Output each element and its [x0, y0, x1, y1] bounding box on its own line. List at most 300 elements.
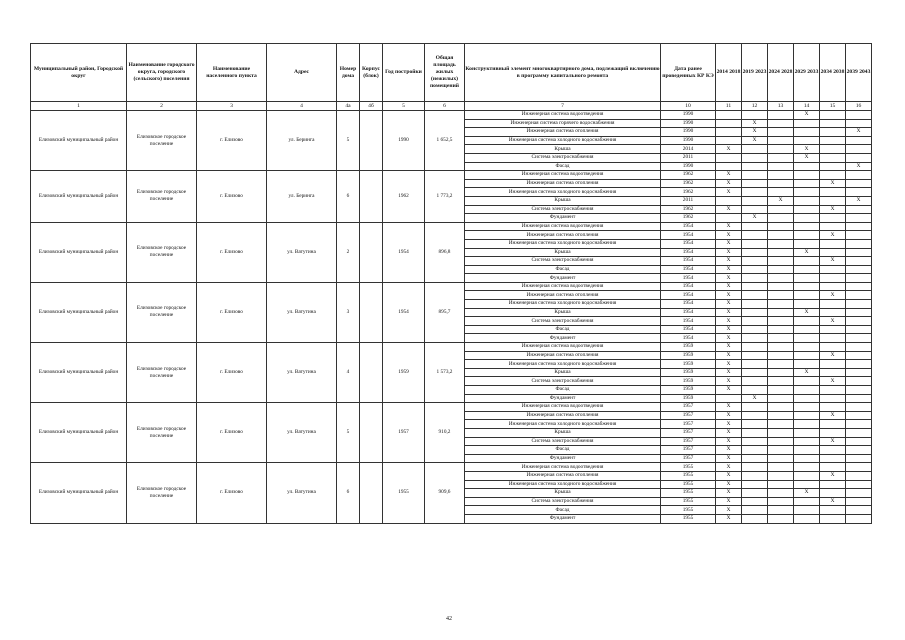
period-mark-cell	[768, 248, 794, 257]
street-cell: ул. Ватутина	[267, 282, 337, 342]
period-mark-cell	[820, 222, 846, 231]
element-name-cell: Система электроснабжения	[465, 497, 661, 506]
period-mark-cell	[768, 514, 794, 523]
period-mark-cell	[768, 145, 794, 154]
element-name-cell: Крыша	[465, 308, 661, 317]
period-mark-cell	[742, 231, 768, 240]
prior-repair-date-cell: 1959	[661, 377, 716, 386]
period-mark-cell	[794, 274, 820, 283]
column-number: 6	[425, 102, 465, 111]
period-mark-cell: X	[768, 196, 794, 205]
period-mark-cell	[820, 162, 846, 171]
period-mark-cell: X	[716, 248, 742, 257]
table-row	[31, 343, 872, 352]
header-period-2014: 2014 2018	[716, 44, 742, 102]
area-cell: 909,6	[425, 463, 465, 523]
element-name-cell: Фундамент	[465, 514, 661, 523]
period-mark-cell: X	[716, 446, 742, 455]
element-name-cell: Фасад	[465, 506, 661, 515]
period-mark-cell	[846, 454, 872, 463]
element-name-cell: Фасад	[465, 162, 661, 171]
period-mark-cell	[768, 128, 794, 137]
prior-repair-date-cell: 1957	[661, 420, 716, 429]
element-name-cell: Крыша	[465, 428, 661, 437]
period-mark-cell: X	[742, 128, 768, 137]
header-period-2039: 2039 2043	[846, 44, 872, 102]
period-mark-cell	[794, 428, 820, 437]
period-mark-cell	[768, 454, 794, 463]
period-mark-cell	[846, 428, 872, 437]
element-name-cell: Фундамент	[465, 274, 661, 283]
period-mark-cell	[794, 179, 820, 188]
period-mark-cell	[794, 239, 820, 248]
period-mark-cell	[716, 196, 742, 205]
header-district: Муниципальный район, Городской округ	[31, 44, 127, 102]
period-mark-cell	[768, 257, 794, 266]
period-mark-cell	[820, 171, 846, 180]
period-mark-cell	[742, 437, 768, 446]
period-mark-cell	[794, 214, 820, 223]
period-mark-cell: X	[742, 119, 768, 128]
period-mark-cell	[742, 188, 768, 197]
prior-repair-date-cell: 1954	[661, 308, 716, 317]
period-mark-cell: X	[716, 463, 742, 472]
period-mark-cell	[820, 463, 846, 472]
period-mark-cell: X	[846, 162, 872, 171]
period-mark-cell	[794, 506, 820, 515]
period-mark-cell	[768, 446, 794, 455]
period-mark-cell	[768, 351, 794, 360]
element-name-cell: Инженерная система отопления	[465, 471, 661, 480]
period-mark-cell	[742, 291, 768, 300]
period-mark-cell	[794, 343, 820, 352]
prior-repair-date-cell: 1955	[661, 514, 716, 523]
page-number: 42	[446, 616, 452, 622]
period-mark-cell	[820, 145, 846, 154]
period-mark-cell: X	[716, 317, 742, 326]
period-mark-cell	[742, 162, 768, 171]
period-mark-cell	[846, 334, 872, 343]
period-mark-cell	[742, 265, 768, 274]
period-mark-cell	[846, 420, 872, 429]
period-mark-cell: X	[716, 334, 742, 343]
period-mark-cell	[820, 119, 846, 128]
period-mark-cell	[846, 257, 872, 266]
period-mark-cell: X	[716, 179, 742, 188]
prior-repair-date-cell: 1955	[661, 489, 716, 498]
period-mark-cell	[820, 153, 846, 162]
period-mark-cell: X	[794, 153, 820, 162]
area-cell: 896,8	[425, 222, 465, 282]
locality-cell: г. Елизово	[197, 343, 267, 403]
period-mark-cell: X	[716, 403, 742, 412]
prior-repair-date-cell: 1959	[661, 360, 716, 369]
locality-cell: г. Елизово	[197, 403, 267, 463]
prior-repair-date-cell: 1959	[661, 394, 716, 403]
period-mark-cell: X	[716, 368, 742, 377]
period-mark-cell	[768, 300, 794, 309]
period-mark-cell	[768, 231, 794, 240]
period-mark-cell: X	[716, 377, 742, 386]
period-mark-cell	[768, 308, 794, 317]
prior-repair-date-cell: 1955	[661, 497, 716, 506]
period-mark-cell	[768, 411, 794, 420]
element-name-cell: Фасад	[465, 265, 661, 274]
header-settlement: Наименование городского округа, городского (сельского) поселения	[127, 44, 197, 102]
period-mark-cell: X	[716, 497, 742, 506]
period-mark-cell	[768, 179, 794, 188]
period-mark-cell	[846, 489, 872, 498]
district-cell: Елизовский муниципальный район	[31, 343, 127, 403]
period-mark-cell: X	[716, 360, 742, 369]
period-mark-cell	[794, 377, 820, 386]
period-mark-cell	[794, 325, 820, 334]
period-mark-cell	[820, 282, 846, 291]
period-mark-cell	[768, 420, 794, 429]
prior-repair-date-cell: 1962	[661, 179, 716, 188]
period-mark-cell	[846, 317, 872, 326]
block-cell	[360, 343, 383, 403]
period-mark-cell	[846, 111, 872, 120]
period-mark-cell	[820, 308, 846, 317]
period-mark-cell	[794, 463, 820, 472]
period-mark-cell: X	[716, 231, 742, 240]
period-mark-cell	[846, 153, 872, 162]
period-mark-cell: X	[716, 145, 742, 154]
period-mark-cell: X	[716, 205, 742, 214]
settlement-cell: Елизовское городское поселение	[127, 343, 197, 403]
period-mark-cell	[820, 343, 846, 352]
period-mark-cell	[716, 119, 742, 128]
period-mark-cell: X	[716, 257, 742, 266]
period-mark-cell: X	[716, 506, 742, 515]
period-mark-cell	[742, 343, 768, 352]
period-mark-cell	[742, 334, 768, 343]
period-mark-cell: X	[742, 214, 768, 223]
period-mark-cell	[768, 119, 794, 128]
block-cell	[360, 463, 383, 523]
period-mark-cell	[768, 265, 794, 274]
period-mark-cell	[846, 437, 872, 446]
period-mark-cell	[820, 248, 846, 257]
period-mark-cell	[768, 360, 794, 369]
element-name-cell: Инженерная система водоотведения	[465, 343, 661, 352]
period-mark-cell	[768, 394, 794, 403]
element-name-cell: Инженерная система горячего водоснабжения	[465, 119, 661, 128]
element-name-cell: Крыша	[465, 145, 661, 154]
period-mark-cell	[846, 377, 872, 386]
prior-repair-date-cell: 1990	[661, 162, 716, 171]
period-mark-cell	[716, 128, 742, 137]
prior-repair-date-cell: 1954	[661, 239, 716, 248]
period-mark-cell	[820, 514, 846, 523]
period-mark-cell	[742, 205, 768, 214]
period-mark-cell	[846, 222, 872, 231]
house-number-cell: 6	[337, 171, 360, 223]
header-build-year: Год постройки	[383, 44, 425, 102]
period-mark-cell	[742, 514, 768, 523]
prior-repair-date-cell: 1962	[661, 188, 716, 197]
element-name-cell: Инженерная система отопления	[465, 411, 661, 420]
period-mark-cell: X	[716, 514, 742, 523]
prior-repair-date-cell: 1954	[661, 222, 716, 231]
period-mark-cell: X	[716, 291, 742, 300]
district-cell: Елизовский муниципальный район	[31, 171, 127, 223]
period-mark-cell	[794, 188, 820, 197]
element-name-cell: Крыша	[465, 489, 661, 498]
period-mark-cell	[846, 171, 872, 180]
period-mark-cell: X	[716, 411, 742, 420]
column-number: 4б	[360, 102, 383, 111]
house-number-cell: 5	[337, 111, 360, 171]
period-mark-cell	[768, 222, 794, 231]
period-mark-cell	[742, 171, 768, 180]
column-number: 4	[267, 102, 337, 111]
prior-repair-date-cell: 2014	[661, 145, 716, 154]
period-mark-cell: X	[820, 377, 846, 386]
prior-repair-date-cell: 1957	[661, 454, 716, 463]
period-mark-cell	[794, 257, 820, 266]
column-number: 12	[742, 102, 768, 111]
locality-cell: г. Елизово	[197, 111, 267, 171]
period-mark-cell	[846, 386, 872, 395]
period-mark-cell: X	[794, 368, 820, 377]
period-mark-cell	[794, 420, 820, 429]
prior-repair-date-cell: 2011	[661, 153, 716, 162]
period-mark-cell	[820, 506, 846, 515]
period-mark-cell	[820, 420, 846, 429]
element-name-cell: Инженерная система холодного водоснабжения	[465, 239, 661, 248]
build-year-cell: 1990	[383, 111, 425, 171]
period-mark-cell	[742, 420, 768, 429]
element-name-cell: Фасад	[465, 446, 661, 455]
prior-repair-date-cell: 1990	[661, 136, 716, 145]
prior-repair-date-cell: 2011	[661, 196, 716, 205]
period-mark-cell	[794, 446, 820, 455]
period-mark-cell: X	[716, 188, 742, 197]
period-mark-cell: X	[716, 489, 742, 498]
period-mark-cell: X	[794, 489, 820, 498]
period-mark-cell	[742, 282, 768, 291]
period-mark-cell	[768, 291, 794, 300]
period-mark-cell	[742, 360, 768, 369]
district-cell: Елизовский муниципальный район	[31, 463, 127, 523]
prior-repair-date-cell: 1962	[661, 171, 716, 180]
element-name-cell: Инженерная система холодного водоснабжения	[465, 420, 661, 429]
prior-repair-date-cell: 1959	[661, 351, 716, 360]
period-mark-cell	[846, 514, 872, 523]
build-year-cell: 1954	[383, 222, 425, 282]
period-mark-cell	[820, 111, 846, 120]
header-period-2034: 2034 2038	[820, 44, 846, 102]
period-mark-cell	[846, 282, 872, 291]
period-mark-cell	[768, 386, 794, 395]
period-mark-cell	[768, 334, 794, 343]
period-mark-cell	[794, 360, 820, 369]
period-mark-cell	[820, 403, 846, 412]
period-mark-cell	[742, 196, 768, 205]
element-name-cell: Фундамент	[465, 394, 661, 403]
period-mark-cell	[846, 360, 872, 369]
settlement-cell: Елизовское городское поселение	[127, 403, 197, 463]
period-mark-cell	[742, 222, 768, 231]
period-mark-cell	[820, 446, 846, 455]
period-mark-cell	[794, 394, 820, 403]
capital-repair-table	[30, 43, 872, 524]
period-mark-cell	[846, 403, 872, 412]
period-mark-cell	[846, 300, 872, 309]
period-mark-cell	[768, 325, 794, 334]
period-mark-cell	[742, 239, 768, 248]
period-mark-cell	[846, 343, 872, 352]
period-mark-cell	[794, 480, 820, 489]
period-mark-cell	[846, 205, 872, 214]
period-mark-cell	[742, 497, 768, 506]
period-mark-cell	[742, 153, 768, 162]
element-name-cell: Инженерная система холодного водоснабжения	[465, 480, 661, 489]
period-mark-cell	[846, 446, 872, 455]
period-mark-cell	[794, 403, 820, 412]
area-cell: 1 573,2	[425, 343, 465, 403]
block-cell	[360, 222, 383, 282]
settlement-cell: Елизовское городское поселение	[127, 171, 197, 223]
period-mark-cell	[768, 437, 794, 446]
period-mark-cell	[846, 506, 872, 515]
period-mark-cell	[742, 411, 768, 420]
period-mark-cell	[794, 386, 820, 395]
period-mark-cell	[846, 145, 872, 154]
house-number-cell: 4	[337, 343, 360, 403]
period-mark-cell: X	[820, 317, 846, 326]
period-mark-cell: X	[794, 248, 820, 257]
period-mark-cell	[768, 428, 794, 437]
period-mark-cell	[742, 111, 768, 120]
column-number: 14	[794, 102, 820, 111]
block-cell	[360, 403, 383, 463]
period-mark-cell	[716, 136, 742, 145]
prior-repair-date-cell: 1955	[661, 463, 716, 472]
period-mark-cell	[820, 128, 846, 137]
period-mark-cell	[846, 497, 872, 506]
column-number: 2	[127, 102, 197, 111]
period-mark-cell: X	[846, 128, 872, 137]
settlement-cell: Елизовское городское поселение	[127, 282, 197, 342]
header-area: Общая площадь жилых (нежилых) помещений	[425, 44, 465, 102]
prior-repair-date-cell: 1955	[661, 471, 716, 480]
period-mark-cell	[846, 325, 872, 334]
period-mark-cell	[768, 506, 794, 515]
street-cell: ул. Беринга	[267, 111, 337, 171]
build-year-cell: 1955	[383, 463, 425, 523]
prior-repair-date-cell: 1959	[661, 343, 716, 352]
element-name-cell: Система электроснабжения	[465, 317, 661, 326]
period-mark-cell	[742, 428, 768, 437]
period-mark-cell	[794, 471, 820, 480]
prior-repair-date-cell: 1954	[661, 257, 716, 266]
period-mark-cell	[768, 214, 794, 223]
element-name-cell: Инженерная система водоотведения	[465, 222, 661, 231]
element-name-cell: Инженерная система водоотведения	[465, 111, 661, 120]
period-mark-cell: X	[716, 351, 742, 360]
period-mark-cell	[768, 282, 794, 291]
period-mark-cell: X	[716, 265, 742, 274]
period-mark-cell	[846, 411, 872, 420]
period-mark-cell	[768, 162, 794, 171]
period-mark-cell	[742, 179, 768, 188]
street-cell: ул. Ватутина	[267, 463, 337, 523]
period-mark-cell	[742, 248, 768, 257]
period-mark-cell	[846, 188, 872, 197]
element-name-cell: Фундамент	[465, 214, 661, 223]
period-mark-cell	[820, 386, 846, 395]
prior-repair-date-cell: 1959	[661, 368, 716, 377]
period-mark-cell: X	[716, 386, 742, 395]
period-mark-cell	[846, 351, 872, 360]
element-name-cell: Фасад	[465, 386, 661, 395]
house-number-cell: 3	[337, 282, 360, 342]
element-name-cell: Система электроснабжения	[465, 257, 661, 266]
period-mark-cell	[794, 119, 820, 128]
block-cell	[360, 282, 383, 342]
element-name-cell: Система электроснабжения	[465, 205, 661, 214]
district-cell: Елизовский муниципальный район	[31, 282, 127, 342]
period-mark-cell	[794, 291, 820, 300]
period-mark-cell	[742, 300, 768, 309]
period-mark-cell	[768, 111, 794, 120]
period-mark-cell	[794, 454, 820, 463]
element-name-cell: Инженерная система водоотведения	[465, 171, 661, 180]
period-mark-cell	[742, 446, 768, 455]
period-mark-cell	[742, 480, 768, 489]
period-mark-cell	[716, 214, 742, 223]
locality-cell: г. Елизово	[197, 463, 267, 523]
prior-repair-date-cell: 1962	[661, 214, 716, 223]
period-mark-cell: X	[742, 394, 768, 403]
period-mark-cell	[846, 248, 872, 257]
locality-cell: г. Елизово	[197, 282, 267, 342]
period-mark-cell	[742, 454, 768, 463]
header-period-2024: 2024 2028	[768, 44, 794, 102]
period-mark-cell: X	[716, 343, 742, 352]
period-mark-cell	[846, 480, 872, 489]
element-name-cell: Инженерная система водоотведения	[465, 282, 661, 291]
period-mark-cell	[742, 317, 768, 326]
element-name-cell: Система электроснабжения	[465, 437, 661, 446]
period-mark-cell	[742, 325, 768, 334]
period-mark-cell	[768, 497, 794, 506]
period-mark-cell	[742, 351, 768, 360]
period-mark-cell	[742, 257, 768, 266]
period-mark-cell: X	[820, 257, 846, 266]
column-number: 15	[820, 102, 846, 111]
period-mark-cell	[846, 368, 872, 377]
table-row	[31, 222, 872, 231]
period-mark-cell	[846, 231, 872, 240]
locality-cell: г. Елизово	[197, 222, 267, 282]
period-mark-cell	[820, 368, 846, 377]
prior-repair-date-cell: 1954	[661, 282, 716, 291]
period-mark-cell	[794, 162, 820, 171]
prior-repair-date-cell: 1990	[661, 119, 716, 128]
period-mark-cell	[820, 334, 846, 343]
period-mark-cell: X	[716, 239, 742, 248]
period-mark-cell	[742, 274, 768, 283]
element-name-cell: Крыша	[465, 248, 661, 257]
table-row	[31, 463, 872, 472]
period-mark-cell	[820, 274, 846, 283]
settlement-cell: Елизовское городское поселение	[127, 222, 197, 282]
prior-repair-date-cell: 1954	[661, 325, 716, 334]
